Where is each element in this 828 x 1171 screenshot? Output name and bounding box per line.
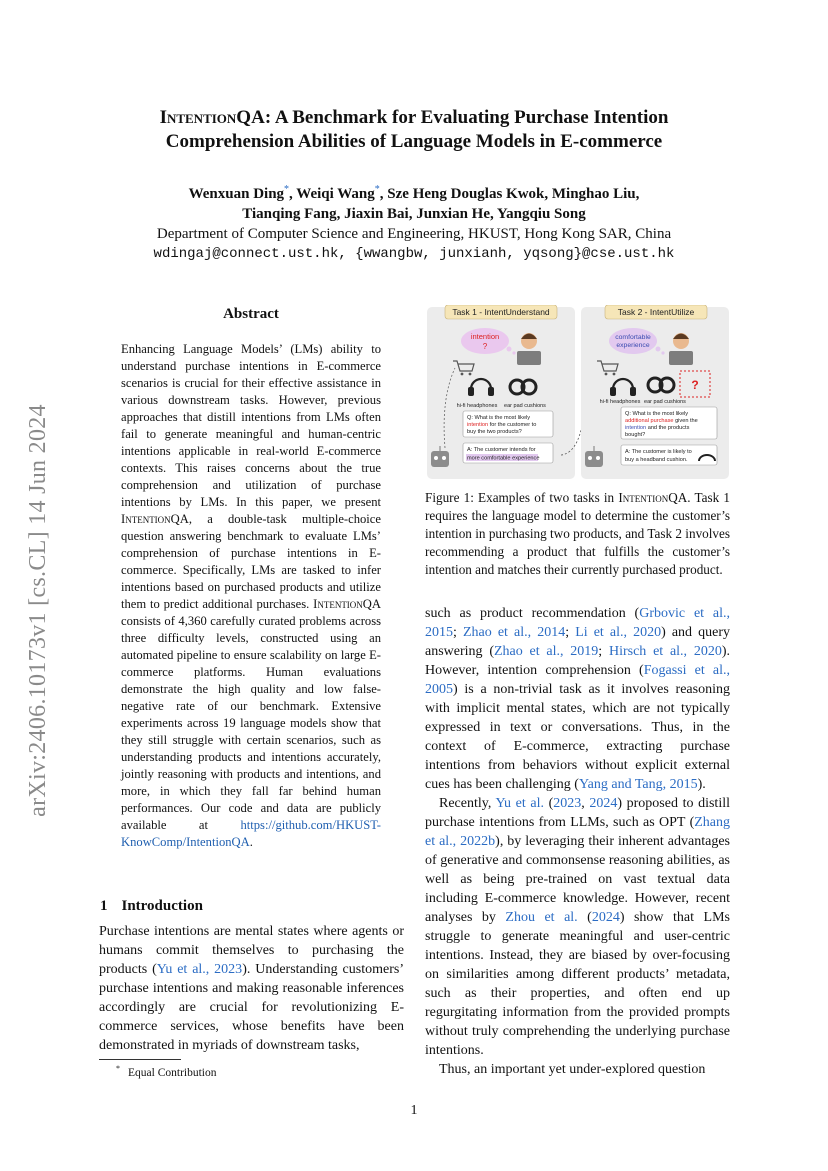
laptop-icon [669,351,693,365]
citation-link[interactable]: Zhang et al., 2022b [425,815,730,849]
svg-text:comfortable: comfortable [615,334,651,341]
task1-title: Task 1 - IntentUnderstand [452,307,550,317]
section-heading-introduction: 1 Introduction [100,898,203,914]
svg-text:intention and the products: intention and the products [625,425,690,431]
svg-text:A: The customer is likely to: A: The customer is likely to [625,449,692,455]
svg-text:Q: What is the most likely: Q: What is the most likely [625,411,689,417]
robot-icon [431,451,449,467]
robot-icon [585,451,603,467]
svg-text:intention for the customer to: intention for the customer to [467,422,537,428]
author-emails: wdingaj@connect.ust.hk, {wwangbw, junxianh, yqsong}@cse.ust.hk [153,246,675,262]
equal-contribution-mark: * [374,184,380,195]
product1-label: hi-fi headphones [456,403,498,409]
svg-text:ear pad cushions: ear pad cushions [644,399,686,405]
title-line1: : A Benchmark for Evaluating Purchase Intention [264,107,669,128]
citation-link[interactable]: Zhou et al. [505,910,578,925]
svg-text:experience: experience [616,342,650,349]
citation-link[interactable]: 2024 [589,796,618,811]
product2-label: ear pad cushions [504,403,546,409]
svg-text:A: The customer intends for: A: The customer intends for [467,447,536,453]
right-column-text [425,604,730,1079]
intention-label: intention [470,332,500,341]
task2-title: Task 2 - IntentUtilize [617,307,695,317]
code-repository-link[interactable]: https://github.com/HKUST-KnowComp/IntentionQA [121,818,381,849]
introduction-paragraph: Purchase intentions are mental states where agents or humans commit themselves to purchasing the products (Yu et al., 2023). Understanding customers’ purchase intentions and making reasonable inferences accordingly are crucial for revolutionizing E-commerce services, whose benefits have been demonstrated in myriads of downstream tasks, [99,924,404,1053]
citation-link[interactable]: Yang and Tang, 2015 [578,777,698,792]
footnote: * Equal Contribution [116,1064,217,1079]
figure-1-caption: Figure 1: Examples of two tasks in IntentionQA. Task 1 requires the language model to determine the customer’s intention in purchasing two products, and Task 2 involves recommending a product that fulfills the customer’s intention and matches their currently purchased product. [425,490,731,577]
citation-link[interactable]: 2024 [591,910,620,925]
svg-text:?: ? [691,378,699,392]
paper-title [100,106,728,154]
svg-text:buy the two products?: buy the two products? [467,429,522,435]
svg-text:buy a headband cushion.: buy a headband cushion. [625,457,688,463]
affiliation: Department of Computer Science and Engineering, HKUST, Hong Kong SAR, China [156,226,672,242]
citation-link[interactable]: Li et al., 2020 [575,625,662,640]
paragraph: Recently, Yu et al. (2023, 2024) proposed to distill purchase intentions from LLMs, such as OPT (Zhang et al., 2022b), by leveraging their inherent advantages of generative and commonsense reasoning abilities, as well as being pre-trained on vast textual data including E-commerce knowledge. However, recent analyses by Zhou et al. (2024) show that LMs struggle to generate meaningful and user-centric intentions. Instead, they are biased by over-focusing on similarities among different products’ metadata, such as their properties, and often end up regurgitating information from the provided prompts without truly comprehending the underlying purchase intentions. [425,796,730,1058]
paragraph: such as product recommendation (Grbovic et al., 2015; Zhao et al., 2014; Li et al., 2020) and query answering (Zhao et al., 2019; Hirsch et al., 2020). However, intention comprehension (Fogassi et al., 2005) is a non-trivial task as it involves reasoning with implicit mental states, which are not typically expressed in text or conversations. Thus, in the context of E-commerce, extracting purchase intentions from behaviors without explicit external cues has been challenging (Yang and Tang, 2015). [425,606,731,792]
footnote-divider [99,1059,181,1060]
svg-text:additional purchase given the: additional purchase given the [625,418,698,424]
unknown-mark: ? [482,342,488,351]
citation-link[interactable]: Zhao et al., 2014 [462,625,566,640]
intention-thought-cloud [609,328,657,354]
citation-link[interactable]: Zhao et al., 2019 [493,644,599,659]
svg-text:Q: What is the most likely: Q: What is the most likely [467,415,531,421]
equal-contribution-mark: * [284,184,290,195]
paragraph: Thus, an important yet under-explored question [439,1062,706,1077]
abstract-heading: Abstract [223,306,279,322]
citation-link[interactable]: Yu et al. [495,796,544,811]
citation-link[interactable]: Fogassi et al., 2005 [425,663,730,697]
laptop-icon [517,351,541,365]
citation-link[interactable]: 2023 [553,796,582,811]
figure-1 [425,305,731,483]
svg-text:bought?: bought? [625,432,646,438]
title-benchmark-name: IntentionQA [159,107,265,128]
citation-link[interactable]: Grbovic et al., 2015 [425,606,730,640]
arxiv-identifier: arXiv:2406.10173v1 [cs.CL] 14 Jun 2024 [24,403,51,817]
citation-link[interactable]: Yu et al., 2023 [156,962,243,977]
svg-text:more comfortable experience: more comfortable experience [467,455,540,462]
abstract-text: Enhancing Language Models’ (LMs) ability to understand purchase intentions in E-commerce scenarios is crucial for their effective assistance in various downstream tasks. However, previous approaches that distill intentions from LMs often fail to generate meaningful and human-centric intentions applicable in real-world E-commerce contexts. This raises concerns about the true comprehension and utilization of purchase intentions by LMs. In this paper, we present IntentionQA, a double-task multiple-choice question answering benchmark to evaluate LMs’ comprehension of purchase intentions in E-commerce. Specifically, LMs are tasked to infer intentions based on purchased products and utilize them to predict additional purchases. IntentionQA consists of 4,360 carefully curated problems across three difficulty levels, constructed using an automated pipeline to ensure scalability on large E-commerce platforms. Human evaluations demonstrate the high quality and low false-negative rate of our benchmark. Extensive experiments across 19 language models show that they still struggle with certain scenarios, such as understanding products and intentions accurately, jointly reasoning with products and intentions, and more, in which they fall far behind human performances. Our code and data are publicly available at https://github.com/HKUST-KnowComp/IntentionQA. [121,342,381,849]
svg-text:hi-fi headphones: hi-fi headphones [599,399,641,405]
author-names: Wenxuan Ding*, Weiqi Wang*, Sze Heng Douglas Kwok, Minghao Liu, Tianqing Fang, Jiaxin Bai, Junxian He, Yangqiu Song [188,184,640,222]
author-block [90,180,738,264]
citation-link[interactable]: Hirsch et al., 2020 [608,644,722,659]
page-number: 1 [410,1103,418,1118]
title-line2: Comprehension Abilities of Language Models in E-commerce [165,131,663,152]
figure-1-illustration [425,305,731,483]
